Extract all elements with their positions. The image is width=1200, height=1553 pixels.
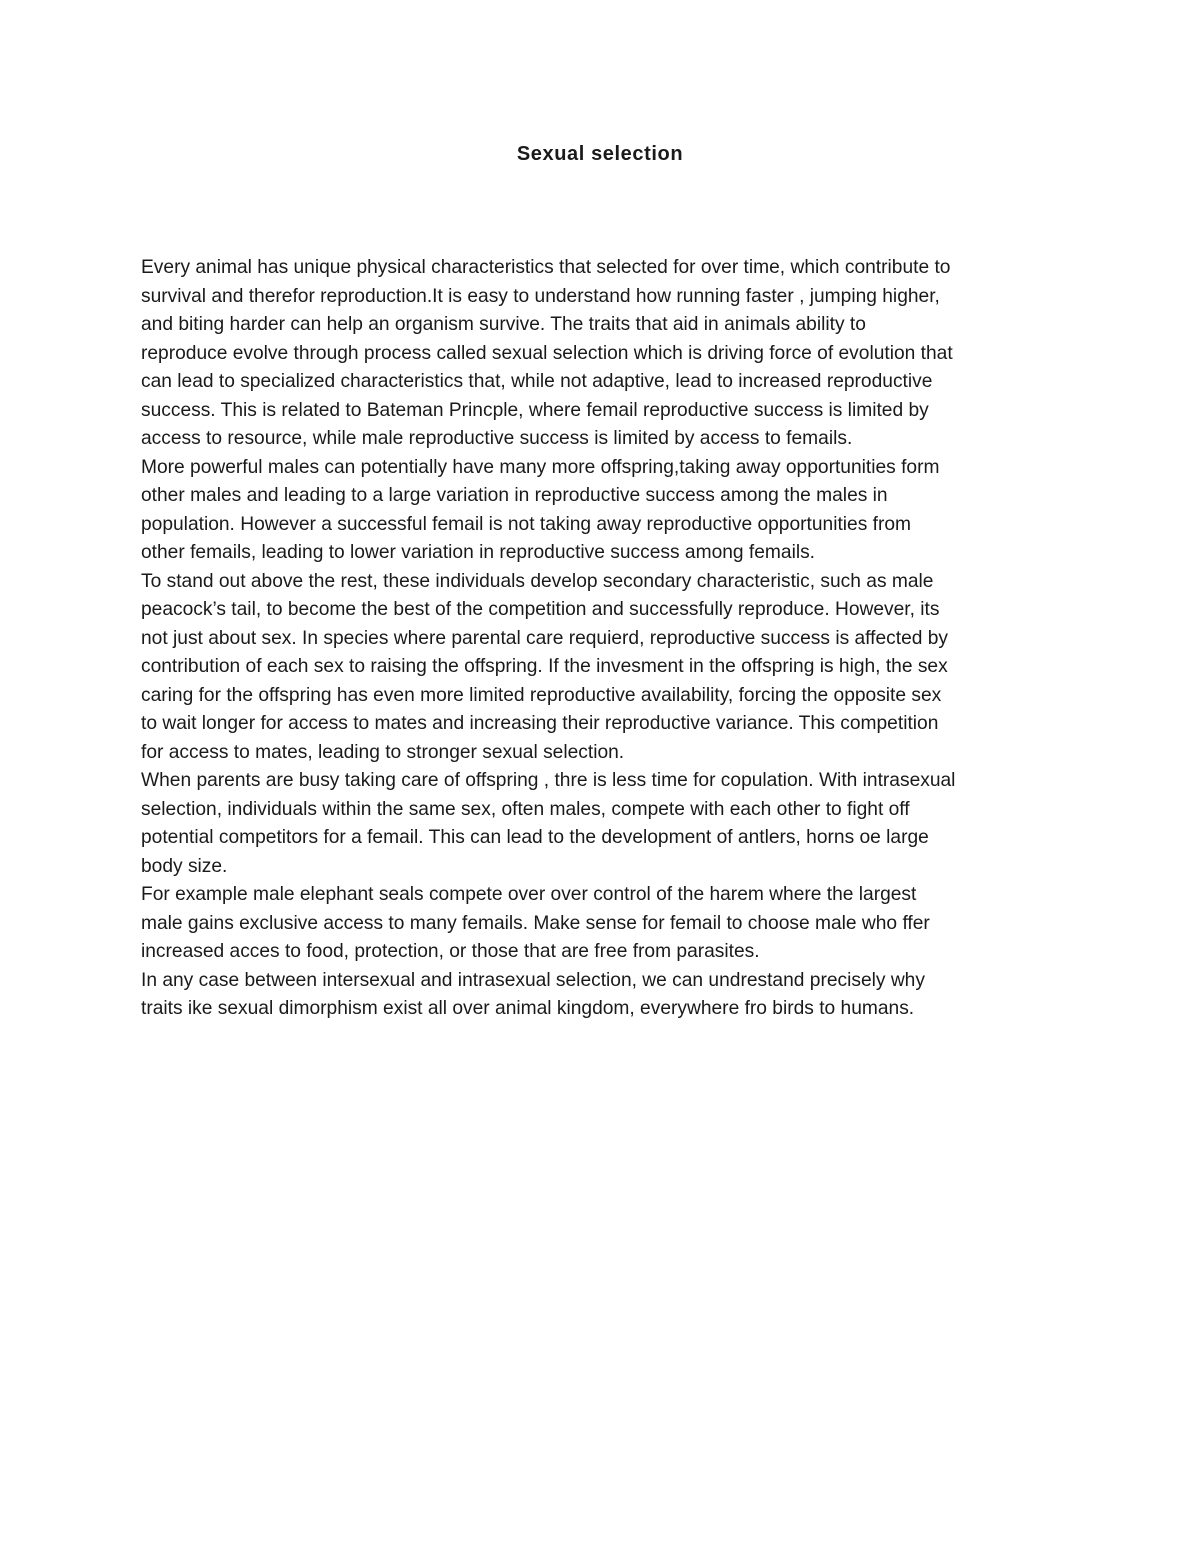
text-line: In any case between intersexual and intrasexual selection, we can undrestand precisely why [141, 969, 925, 991]
text-line: male gains exclusive access to many femails. Make sense for femail to choose male who ffer [141, 912, 930, 934]
paragraph-1 [141, 254, 1071, 454]
paragraph-4 [141, 767, 1071, 881]
paragraph-6 [141, 967, 1071, 1024]
text-line: More powerful males can potentially have many more offspring,taking away opportunities form [141, 456, 940, 478]
paragraph-3 [141, 568, 1071, 768]
text-line: not just about sex. In species where parental care requierd, reproductive success is affected by [141, 627, 949, 649]
text-line: caring for the offspring has even more limited reproductive availability, forcing the opposite sex [141, 684, 942, 706]
text-line: reproduce evolve through process called sexual selection which is driving force of evolution that [141, 342, 953, 364]
text-line: peacock’s tail, to become the best of the competition and successfully reproduce. However, its [141, 599, 940, 620]
text-line: population. However a successful femail is not taking away reproductive opportunities from [141, 513, 912, 535]
text-line: For example male elephant seals compete over over control of the harem where the largest [141, 884, 917, 905]
text-line: success. This is related to Bateman Princple, where femail reproductive success is limited by [141, 399, 929, 421]
text-line: access to resource, while male reproductive success is limited by access to femails. [141, 428, 853, 449]
text-line: selection, individuals within the same sex, often males, compete with each other to fight off [141, 798, 910, 820]
text-line: to wait longer for access to mates and increasing their reproductive variance. This competition [141, 713, 939, 734]
text-line: other femails, leading to lower variation in reproductive success among femails. [141, 542, 816, 563]
text-line: traits ike sexual dimorphism exist all over animal kingdom, everywhere fro birds to humans. [141, 998, 915, 1019]
text-line: When parents are busy taking care of offspring , thre is less time for copulation. With intrasexual [141, 770, 956, 791]
text-line: body size. [141, 855, 228, 877]
text-line: for access to mates, leading to stronger sexual selection. [141, 741, 625, 763]
text-line: can lead to specialized characteristics that, while not adaptive, lead to increased reproductive [141, 371, 933, 392]
text-line: Every animal has unique physical characteristics that selected for over time, which contribute to [141, 257, 951, 278]
paragraph-5 [141, 881, 1071, 967]
text-line: and biting harder can help an organism survive. The traits that aid in animals ability to [141, 314, 866, 335]
text-line: potential competitors for a femail. This can lead to the development of antlers, horns oe large [141, 827, 929, 848]
document-body [141, 254, 1071, 1024]
paragraph-2 [141, 454, 1071, 568]
text-line: other males and leading to a large variation in reproductive success among the males in [141, 485, 888, 506]
text-line: To stand out above the rest, these individuals develop secondary characteristic, such as male [141, 570, 934, 592]
text-line: survival and therefor reproduction.It is easy to understand how running faster , jumping higher, [141, 285, 940, 307]
text-line: increased acces to food, protection, or those that are free from parasites. [141, 941, 760, 962]
text-line: contribution of each sex to raising the offspring. If the invesment in the offspring is high, the sex [141, 656, 948, 677]
document-title: Sexual selection [516, 143, 684, 165]
